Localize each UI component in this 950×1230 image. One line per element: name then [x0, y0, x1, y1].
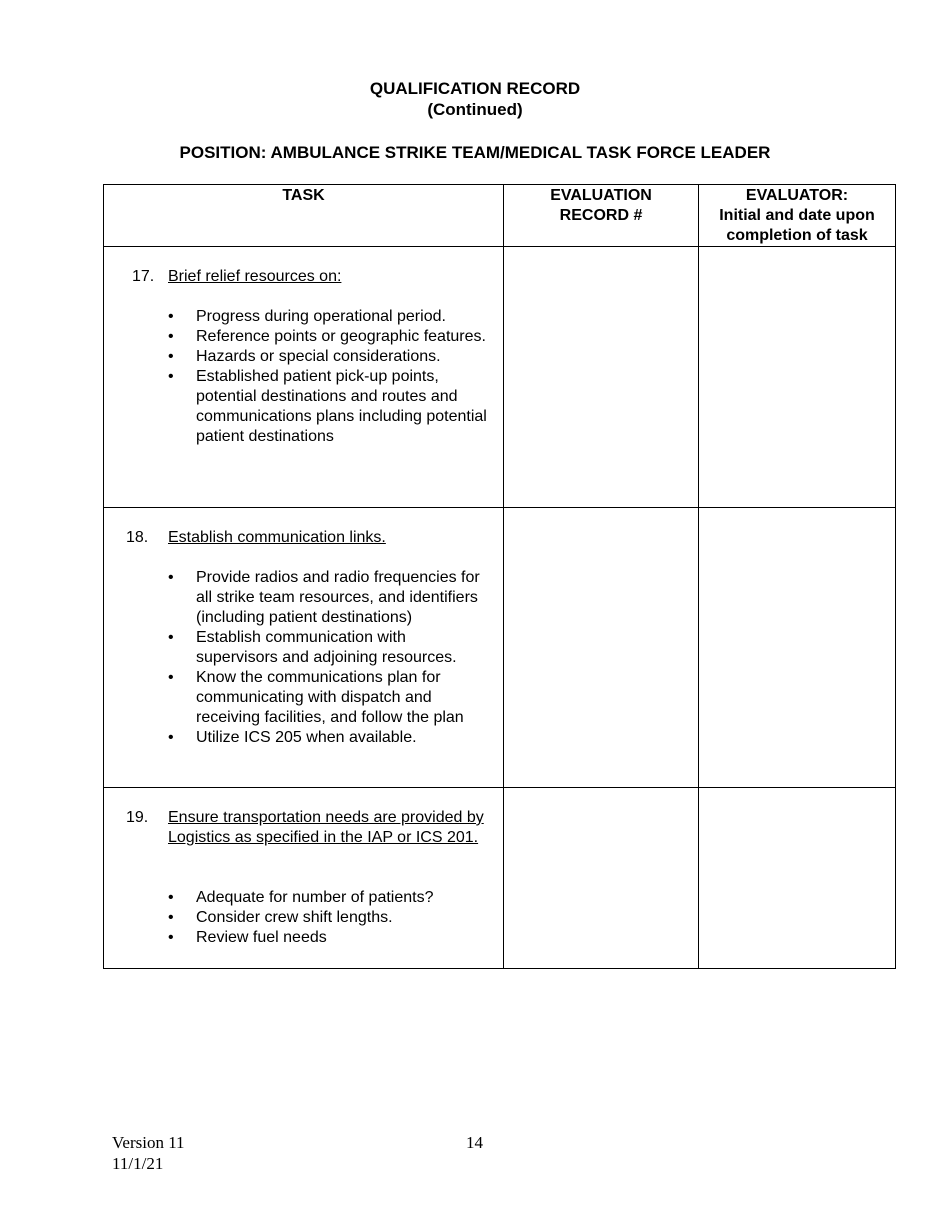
task-heading: Establish communication links.: [168, 529, 386, 546]
list-item: • Review fuel needs: [168, 928, 490, 948]
table-header-row: [104, 185, 896, 247]
qualification-table: [103, 184, 896, 969]
position-heading: POSITION: AMBULANCE STRIKE TEAM/MEDICAL TASK FORCE LEADER: [179, 143, 771, 162]
task-bullet-list: [168, 568, 490, 748]
task-heading: Ensure transportation needs are provided by Logistics as specified in the IAP or ICS 201.: [168, 809, 484, 846]
page-number: 14: [466, 1133, 483, 1152]
task-number: 17.: [132, 268, 155, 285]
task-heading: Brief relief resources on:: [168, 268, 342, 285]
column-header-evaluation-record: EVALUATION RECORD #: [504, 185, 699, 247]
table-row: [104, 508, 896, 788]
page-title: QUALIFICATION RECORD: [369, 79, 581, 98]
evaluator-cell[interactable]: [699, 788, 896, 969]
list-item: • Established patient pick-up points, potential destinations and routes and communications plans including potential patient destinations: [168, 367, 490, 447]
task-bullet-list: [168, 307, 490, 447]
list-item: • Establish communication with supervisors and adjoining resources.: [168, 628, 490, 668]
evaluation-record-cell[interactable]: [504, 788, 699, 969]
column-header-task: TASK: [104, 185, 504, 247]
task-number: 19.: [126, 809, 149, 826]
footer-date: 11/1/21: [112, 1154, 164, 1173]
task-cell: [104, 508, 504, 788]
footer-version: Version 11: [112, 1133, 185, 1152]
evaluation-record-cell[interactable]: [504, 508, 699, 788]
list-item: • Utilize ICS 205 when available.: [168, 728, 490, 748]
list-item: • Adequate for number of patients?: [168, 888, 490, 908]
table-row: [104, 788, 896, 969]
page-subtitle: (Continued): [427, 100, 523, 119]
task-cell: [104, 247, 504, 508]
list-item: • Progress during operational period.: [168, 307, 490, 327]
evaluator-cell[interactable]: [699, 247, 896, 508]
evaluator-cell[interactable]: [699, 508, 896, 788]
task-bullet-list: [168, 888, 490, 948]
task-cell: [104, 788, 504, 969]
list-item: • Provide radios and radio frequencies for all strike team resources, and identifiers (including patient destinations): [168, 568, 490, 628]
list-item: • Reference points or geographic features.: [168, 327, 490, 347]
list-item: • Know the communications plan for communicating with dispatch and receiving facilities, and follow the plan: [168, 668, 490, 728]
list-item: • Hazards or special considerations.: [168, 347, 490, 367]
table-row: [104, 247, 896, 508]
evaluation-record-cell[interactable]: [504, 247, 699, 508]
task-number: 18.: [126, 529, 149, 546]
list-item: • Consider crew shift lengths.: [168, 908, 490, 928]
column-header-evaluator: EVALUATOR: Initial and date upon completion of task: [699, 185, 896, 247]
